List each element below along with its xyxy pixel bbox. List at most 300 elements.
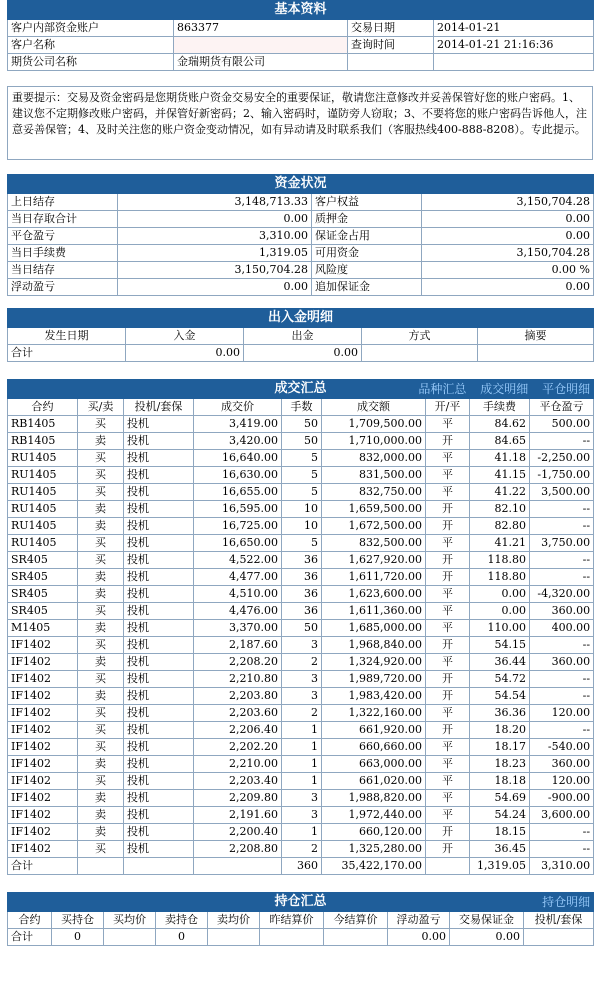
trade-price: 3,419.00: [194, 416, 282, 433]
trade-open-close: 平: [426, 790, 470, 807]
trade-price: 16,640.00: [194, 450, 282, 467]
trade-type: 投机: [124, 705, 194, 722]
trade-contract: RB1405: [8, 416, 78, 433]
position-total-cell: 0.00: [450, 929, 524, 946]
trade-type: 投机: [124, 450, 194, 467]
trade-close-pl: --: [530, 518, 594, 535]
trade-amount: 1,611,720.00: [322, 569, 426, 586]
funds-label: 追加保证金: [312, 279, 422, 296]
trade-close-pl: -2,250.00: [530, 450, 594, 467]
trade-fee: 54.15: [470, 637, 530, 654]
trade-qty: 1: [282, 739, 322, 756]
trade-open-close: 平: [426, 756, 470, 773]
trade-type: 投机: [124, 756, 194, 773]
trade-contract: IF1402: [8, 688, 78, 705]
trade-side: 买: [78, 773, 124, 790]
position-total-cell: [104, 929, 156, 946]
trade-side: 买: [78, 416, 124, 433]
position-header-cell: 今结算价: [324, 912, 388, 929]
trade-fee: 36.45: [470, 841, 530, 858]
trade-side: 买: [78, 637, 124, 654]
trade-side: 买: [78, 739, 124, 756]
position-summary-links: [532, 893, 590, 911]
trade-header-cell: 合约: [8, 399, 78, 416]
trade-amount: 1,623,600.00: [322, 586, 426, 603]
funds-title: 资金状况: [8, 175, 594, 194]
table-row: [8, 433, 594, 450]
trade-open-close: 平: [426, 773, 470, 790]
trade-close-pl: --: [530, 841, 594, 858]
table-row: [8, 739, 594, 756]
trade-contract: RU1405: [8, 535, 78, 552]
basic-info-table: [7, 0, 594, 71]
trade-side: 卖: [78, 688, 124, 705]
trade-price: 16,655.00: [194, 484, 282, 501]
funds-label: 平仓盈亏: [8, 228, 118, 245]
trade-close-pl: 360.00: [530, 756, 594, 773]
trade-amount: 1,672,500.00: [322, 518, 426, 535]
statement-page: [7, 0, 593, 946]
trade-type: 投机: [124, 433, 194, 450]
position-header-cell: 浮动盈亏: [388, 912, 450, 929]
trade-type: 投机: [124, 688, 194, 705]
trade-amount: 1,989,720.00: [322, 671, 426, 688]
spacer: [7, 362, 593, 379]
trade-contract: IF1402: [8, 739, 78, 756]
table-row: [8, 416, 594, 433]
trade-fee: 0.00: [470, 603, 530, 620]
funds-table: [7, 174, 594, 296]
table-row: [8, 467, 594, 484]
trade-qty: 50: [282, 433, 322, 450]
trade-side: 卖: [78, 620, 124, 637]
trade-summary-links: [408, 380, 590, 398]
trade-close-pl: -900.00: [530, 790, 594, 807]
funds-label: 客户权益: [312, 194, 422, 211]
trade-contract: SR405: [8, 569, 78, 586]
position-total-cell: 0.00: [388, 929, 450, 946]
trade-type: 投机: [124, 484, 194, 501]
position-header-cell: 买持仓: [52, 912, 104, 929]
trade-price: 4,477.00: [194, 569, 282, 586]
trade-fee: 110.00: [470, 620, 530, 637]
trade-summary-title: 成交汇总: [274, 381, 327, 396]
table-row: [8, 450, 594, 467]
account-value: 863377: [174, 20, 348, 37]
trade-side: 卖: [78, 569, 124, 586]
trade-fee: 118.80: [470, 569, 530, 586]
trade-close-pl: 360.00: [530, 603, 594, 620]
trade-open-close: 平: [426, 654, 470, 671]
trade-open-close: 平: [426, 467, 470, 484]
trade-contract: RU1405: [8, 484, 78, 501]
trade-price: 2,208.80: [194, 841, 282, 858]
trade-contract: RU1405: [8, 518, 78, 535]
deposit-header-method: 方式: [362, 328, 478, 345]
trade-type: 投机: [124, 586, 194, 603]
trade-amount: 832,000.00: [322, 450, 426, 467]
deposit-total-out: 0.00: [244, 345, 362, 362]
trade-type: 投机: [124, 552, 194, 569]
trade-contract: IF1402: [8, 671, 78, 688]
company-value: 金瑞期货有限公司: [174, 54, 348, 71]
trade-amount: 661,920.00: [322, 722, 426, 739]
trade-price: 16,650.00: [194, 535, 282, 552]
trade-close-pl: --: [530, 569, 594, 586]
trade-side: 卖: [78, 756, 124, 773]
trade-fee: 0.00: [470, 586, 530, 603]
trade-fee: 84.62: [470, 416, 530, 433]
table-row: [8, 756, 594, 773]
funds-value: 0.00: [118, 211, 312, 228]
trade-open-close: 开: [426, 433, 470, 450]
trade-side: 买: [78, 484, 124, 501]
trade-qty: 36: [282, 603, 322, 620]
trade-qty: 5: [282, 467, 322, 484]
trade-qty: 3: [282, 637, 322, 654]
trade-open-close: 开: [426, 569, 470, 586]
trade-type: 投机: [124, 671, 194, 688]
table-row: [8, 790, 594, 807]
trade-close-pl: --: [530, 824, 594, 841]
trade-price: 2,203.60: [194, 705, 282, 722]
trade-price: 2,202.20: [194, 739, 282, 756]
position-header-cell: 卖均价: [208, 912, 260, 929]
trade-close-pl: --: [530, 671, 594, 688]
trade-contract: RB1405: [8, 433, 78, 450]
trade-contract: IF1402: [8, 841, 78, 858]
trade-amount: 1,983,420.00: [322, 688, 426, 705]
trade-price: 4,522.00: [194, 552, 282, 569]
funds-value: 0.00 %: [422, 262, 594, 279]
funds-label: 可用资金: [312, 245, 422, 262]
trade-header-cell: 买/卖: [78, 399, 124, 416]
trade-type: 投机: [124, 620, 194, 637]
trade-price: 2,187.60: [194, 637, 282, 654]
trade-contract: RU1405: [8, 501, 78, 518]
table-row: [8, 518, 594, 535]
trade-qty: 3: [282, 671, 322, 688]
customer-name-label: 客户名称: [8, 37, 174, 54]
position-total-cell: [524, 929, 594, 946]
trade-contract: IF1402: [8, 773, 78, 790]
trade-qty: 10: [282, 518, 322, 535]
trade-price: 16,595.00: [194, 501, 282, 518]
trade-fee: 41.21: [470, 535, 530, 552]
link-position-detail[interactable]: 持仓明细: [542, 895, 591, 909]
trade-fee: 36.36: [470, 705, 530, 722]
trade-amount: 1,709,500.00: [322, 416, 426, 433]
basic-info-title: 基本资料: [8, 1, 594, 20]
query-time-value: 2014-01-21 21:16:36: [434, 37, 594, 54]
trade-type: 投机: [124, 722, 194, 739]
trade-type: 投机: [124, 467, 194, 484]
trade-amount: 1,710,000.00: [322, 433, 426, 450]
table-row: [8, 586, 594, 603]
trade-price: 4,510.00: [194, 586, 282, 603]
trade-open-close: 平: [426, 603, 470, 620]
trade-date-value: 2014-01-21: [434, 20, 594, 37]
funds-label: 质押金: [312, 211, 422, 228]
trade-amount: 661,020.00: [322, 773, 426, 790]
trade-close-pl: -540.00: [530, 739, 594, 756]
position-summary-title: 持仓汇总: [274, 894, 327, 909]
funds-label: 上日结存: [8, 194, 118, 211]
table-row: [8, 773, 594, 790]
position-total-cell: [260, 929, 324, 946]
trade-price: 2,209.80: [194, 790, 282, 807]
spacer: [7, 296, 593, 308]
trade-side: 买: [78, 467, 124, 484]
funds-label: 当日手续费: [8, 245, 118, 262]
trade-fee: 41.15: [470, 467, 530, 484]
trade-close-pl: 3,750.00: [530, 535, 594, 552]
table-row: [8, 824, 594, 841]
empty-cell: [78, 858, 124, 875]
trade-fee: 18.18: [470, 773, 530, 790]
trade-amount: 1,988,820.00: [322, 790, 426, 807]
trade-side: 买: [78, 722, 124, 739]
trade-type: 投机: [124, 824, 194, 841]
trade-qty: 5: [282, 535, 322, 552]
trade-open-close: 开: [426, 501, 470, 518]
trade-type: 投机: [124, 654, 194, 671]
deposit-total-label: 合计: [8, 345, 126, 362]
table-row: [8, 705, 594, 722]
position-header-cell: 合约: [8, 912, 52, 929]
position-total-cell: 合计: [8, 929, 52, 946]
position-header-cell: 卖持仓: [156, 912, 208, 929]
trade-fee: 18.17: [470, 739, 530, 756]
trade-close-pl: 360.00: [530, 654, 594, 671]
link-close-detail[interactable]: 平仓明细: [542, 382, 591, 396]
trade-open-close: 平: [426, 535, 470, 552]
trade-contract: IF1402: [8, 756, 78, 773]
trade-side: 卖: [78, 807, 124, 824]
trade-open-close: 开: [426, 552, 470, 569]
trade-side: 卖: [78, 501, 124, 518]
trade-header-cell: 手续费: [470, 399, 530, 416]
trade-qty: 1: [282, 824, 322, 841]
trade-side: 买: [78, 841, 124, 858]
trade-amount: 1,627,920.00: [322, 552, 426, 569]
trade-fee: 54.24: [470, 807, 530, 824]
trade-open-close: 平: [426, 484, 470, 501]
funds-row: [8, 262, 594, 279]
position-summary-header: [8, 893, 594, 912]
trade-close-pl: 3,600.00: [530, 807, 594, 824]
trade-total-pl: 3,310.00: [530, 858, 594, 875]
trade-contract: IF1402: [8, 790, 78, 807]
trade-type: 投机: [124, 739, 194, 756]
funds-value: 3,310.00: [118, 228, 312, 245]
trade-contract: IF1402: [8, 824, 78, 841]
trade-side: 买: [78, 603, 124, 620]
trade-type: 投机: [124, 773, 194, 790]
trade-amount: 660,660.00: [322, 739, 426, 756]
trade-open-close: 平: [426, 739, 470, 756]
empty-cell: [478, 345, 594, 362]
account-label: 客户内部资金账户: [8, 20, 174, 37]
funds-row: [8, 194, 594, 211]
customer-name-value: [174, 37, 348, 54]
trade-side: 买: [78, 450, 124, 467]
trade-total-label: 合计: [8, 858, 78, 875]
trade-summary-header: [8, 380, 594, 399]
trade-type: 投机: [124, 807, 194, 824]
trade-fee: 82.80: [470, 518, 530, 535]
trade-fee: 18.23: [470, 756, 530, 773]
company-label: 期货公司名称: [8, 54, 174, 71]
funds-label: 浮动盈亏: [8, 279, 118, 296]
trade-fee: 18.20: [470, 722, 530, 739]
trade-amount: 1,659,500.00: [322, 501, 426, 518]
trade-qty: 2: [282, 705, 322, 722]
trade-close-pl: --: [530, 637, 594, 654]
deposit-header-date: 发生日期: [8, 328, 126, 345]
trade-side: 买: [78, 705, 124, 722]
trade-qty: 36: [282, 586, 322, 603]
empty-cell: [348, 54, 434, 71]
trade-qty: 3: [282, 688, 322, 705]
trade-close-pl: --: [530, 501, 594, 518]
trade-open-close: 平: [426, 416, 470, 433]
trade-contract: SR405: [8, 603, 78, 620]
trade-type: 投机: [124, 603, 194, 620]
trade-total-amount: 35,422,170.00: [322, 858, 426, 875]
trade-open-close: 平: [426, 705, 470, 722]
query-time-label: 查询时间: [348, 37, 434, 54]
funds-row: [8, 279, 594, 296]
trade-open-close: 开: [426, 671, 470, 688]
position-total-cell: [208, 929, 260, 946]
trade-qty: 5: [282, 484, 322, 501]
funds-value: 3,150,704.28: [422, 245, 594, 262]
trade-close-pl: --: [530, 688, 594, 705]
trade-amount: 831,500.00: [322, 467, 426, 484]
trade-close-pl: 500.00: [530, 416, 594, 433]
trade-price: 2,206.40: [194, 722, 282, 739]
trade-open-close: 平: [426, 807, 470, 824]
trade-type: 投机: [124, 637, 194, 654]
deposit-title: 出入金明细: [8, 309, 594, 328]
trade-contract: IF1402: [8, 705, 78, 722]
trade-close-pl: 400.00: [530, 620, 594, 637]
trade-header-cell: 开/平: [426, 399, 470, 416]
trade-close-pl: -1,750.00: [530, 467, 594, 484]
security-notice: 重要提示：交易及资金密码是您期货账户资金交易安全的重要保证，敬请您注意修改并妥善保管好您的账户密码。1、建议您不定期修改账户密码，并保管好新密码；2、输入密码时，谨防旁人窃取；3、不要将您的账户密码告诉他人，注意妥善保管；4、及时关注您的账户资金变动情况，如有异动请及时联系我们（客服热线400-888-8208）。专此提示。: [7, 86, 593, 160]
trade-contract: SR405: [8, 552, 78, 569]
trade-contract: IF1402: [8, 637, 78, 654]
trade-amount: 1,324,920.00: [322, 654, 426, 671]
trade-amount: 660,120.00: [322, 824, 426, 841]
trade-header-cell: 手数: [282, 399, 322, 416]
trade-amount: 1,322,160.00: [322, 705, 426, 722]
table-row: [8, 535, 594, 552]
trade-price: 2,200.40: [194, 824, 282, 841]
trade-amount: 832,500.00: [322, 535, 426, 552]
deposit-header-out: 出金: [244, 328, 362, 345]
trade-open-close: 开: [426, 518, 470, 535]
trade-total-qty: 360: [282, 858, 322, 875]
trade-fee: 41.22: [470, 484, 530, 501]
position-header-cell: 交易保证金: [450, 912, 524, 929]
link-trade-detail[interactable]: 成交明细: [480, 382, 529, 396]
trade-side: 卖: [78, 586, 124, 603]
trade-open-close: 开: [426, 637, 470, 654]
trade-open-close: 平: [426, 620, 470, 637]
trade-type: 投机: [124, 790, 194, 807]
trade-fee: 18.15: [470, 824, 530, 841]
trade-close-pl: --: [530, 552, 594, 569]
trade-price: 3,370.00: [194, 620, 282, 637]
funds-label: 当日存取合计: [8, 211, 118, 228]
trade-header-cell: 成交价: [194, 399, 282, 416]
trade-qty: 36: [282, 569, 322, 586]
trade-qty: 50: [282, 416, 322, 433]
funds-row: [8, 211, 594, 228]
trade-price: 2,191.60: [194, 807, 282, 824]
trade-close-pl: --: [530, 722, 594, 739]
position-header-cell: 投机/套保: [524, 912, 594, 929]
trade-amount: 1,611,360.00: [322, 603, 426, 620]
trade-qty: 2: [282, 841, 322, 858]
position-header-cell: 买均价: [104, 912, 156, 929]
position-header-cell: 昨结算价: [260, 912, 324, 929]
trade-close-pl: 120.00: [530, 773, 594, 790]
empty-cell: [434, 54, 594, 71]
trade-qty: 1: [282, 773, 322, 790]
funds-value: 3,150,704.28: [422, 194, 594, 211]
position-total-cell: 0: [156, 929, 208, 946]
funds-value: 0.00: [422, 279, 594, 296]
trade-qty: 5: [282, 450, 322, 467]
spacer: [7, 875, 593, 892]
funds-value: 1,319.05: [118, 245, 312, 262]
trade-header-cell: 平仓盈亏: [530, 399, 594, 416]
trade-qty: 3: [282, 790, 322, 807]
trade-open-close: 开: [426, 688, 470, 705]
trade-amount: 832,750.00: [322, 484, 426, 501]
trade-side: 卖: [78, 790, 124, 807]
trade-side: 卖: [78, 654, 124, 671]
trade-type: 投机: [124, 535, 194, 552]
table-row: [8, 807, 594, 824]
trade-date-label: 交易日期: [348, 20, 434, 37]
trade-contract: SR405: [8, 586, 78, 603]
deposit-header-summary: 摘要: [478, 328, 594, 345]
table-row: [8, 637, 594, 654]
trade-close-pl: 3,500.00: [530, 484, 594, 501]
trade-open-close: 开: [426, 841, 470, 858]
trade-summary-table: [7, 379, 594, 875]
link-variety-summary[interactable]: 品种汇总: [418, 382, 467, 396]
trade-side: 卖: [78, 518, 124, 535]
trade-fee: 54.54: [470, 688, 530, 705]
trade-fee: 36.44: [470, 654, 530, 671]
trade-close-pl: -4,320.00: [530, 586, 594, 603]
table-row: [8, 569, 594, 586]
trade-qty: 36: [282, 552, 322, 569]
trade-amount: 1,968,840.00: [322, 637, 426, 654]
table-row: [8, 671, 594, 688]
trade-side: 卖: [78, 433, 124, 450]
empty-cell: [426, 858, 470, 875]
trade-fee: 41.18: [470, 450, 530, 467]
trade-open-close: 平: [426, 450, 470, 467]
empty-cell: [362, 345, 478, 362]
trade-price: 3,420.00: [194, 433, 282, 450]
